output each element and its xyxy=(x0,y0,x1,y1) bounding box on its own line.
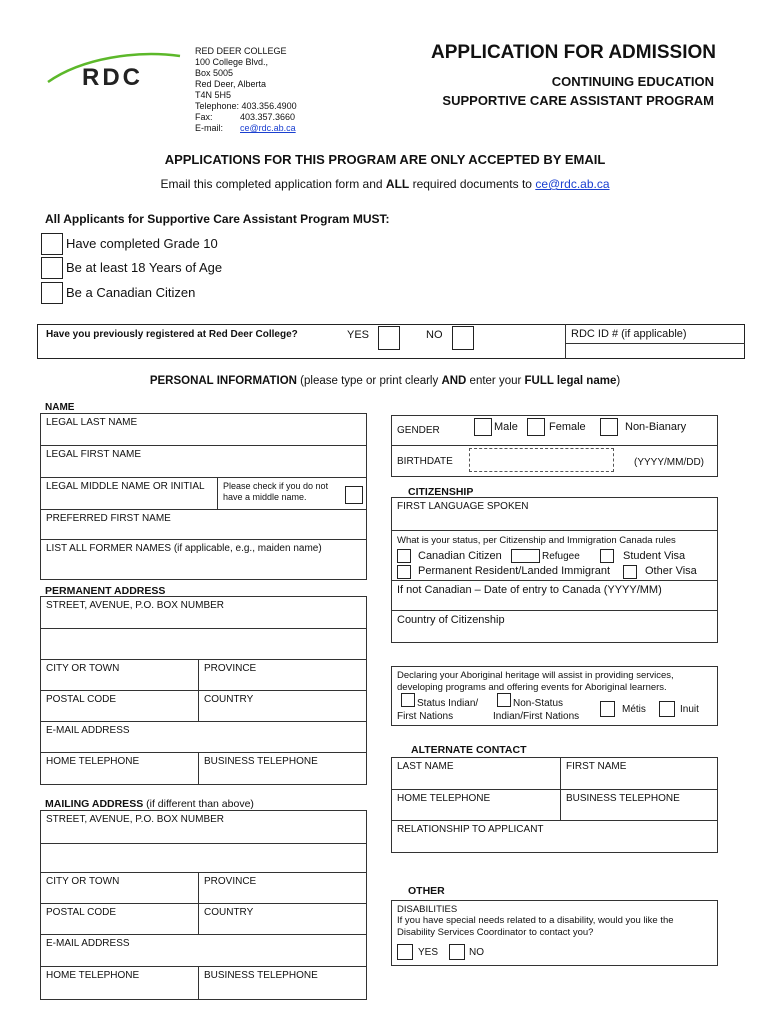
perm-postal-label: POSTAL CODE xyxy=(46,694,117,705)
status-refugee-checkbox[interactable] xyxy=(511,549,540,563)
entry-date-field[interactable] xyxy=(391,580,718,611)
mail-street-label: STREET, AVENUE, P.O. BOX NUMBER xyxy=(46,814,225,825)
gender-nonbinary-checkbox[interactable] xyxy=(600,418,618,436)
address-line-3: Red Deer, Alberta xyxy=(195,79,267,89)
country-of-citizenship-field[interactable] xyxy=(391,610,718,643)
mail-email-label: E-MAIL ADDRESS xyxy=(46,938,130,949)
perm-province-label: PROVINCE xyxy=(204,663,257,674)
personal-info-title: PERSONAL INFORMATION xyxy=(149,375,297,387)
alt-first-name-field[interactable] xyxy=(560,757,718,790)
legal-first-name-label: LEGAL FIRST NAME xyxy=(46,449,142,460)
perm-postal-field[interactable] xyxy=(40,690,199,722)
disabilities-question: If you have special needs related to a disability, would you like the Disability Services Coordinator to contact you? xyxy=(397,915,674,938)
former-names-label: LIST ALL FORMER NAMES (if applicable, e.g., maiden name) xyxy=(46,543,322,554)
mail-province-field[interactable] xyxy=(198,872,367,904)
personal-info-and: AND xyxy=(441,375,467,387)
mailing-address-title: MAILING ADDRESS xyxy=(45,798,144,810)
requirement-grade10-label: Have completed Grade 10 xyxy=(66,236,218,251)
legal-first-name-field[interactable] xyxy=(40,445,367,478)
preferred-first-name-field[interactable] xyxy=(40,509,367,540)
perm-city-field[interactable] xyxy=(40,659,199,691)
alt-relationship-label: RELATIONSHIP TO APPLICANT xyxy=(397,824,544,835)
mail-province-label: PROVINCE xyxy=(204,876,257,887)
prev-reg-yes-label: YES xyxy=(347,329,370,341)
country-of-citizenship-label: Country of Citizenship xyxy=(397,614,505,626)
aboriginal-metis-label: Métis xyxy=(622,704,646,715)
gender-label: GENDER xyxy=(397,425,440,436)
perm-street-field[interactable] xyxy=(40,596,367,629)
disabilities-label: DISABILITIES xyxy=(397,904,458,915)
perm-country-field[interactable] xyxy=(198,690,367,722)
former-names-field[interactable] xyxy=(40,539,367,580)
prev-reg-no-checkbox[interactable] xyxy=(452,326,474,350)
address-line-2: Box 5005 xyxy=(195,68,234,78)
perm-street-label: STREET, AVENUE, P.O. BOX NUMBER xyxy=(46,600,225,611)
alternate-contact-heading: ALTERNATE CONTACT xyxy=(411,744,527,756)
aboriginal-text: Declaring your Aboriginal heritage will assist in providing services, developing programs and offering events for Aboriginal learners. xyxy=(397,670,674,693)
fax-label: Fax: xyxy=(195,112,213,122)
disabilities-yes-label: YES xyxy=(418,947,439,958)
prev-reg-id-divider xyxy=(565,343,745,344)
status-canadian-checkbox[interactable] xyxy=(397,549,411,563)
notice-text-2: required documents to xyxy=(409,177,536,191)
first-language-field[interactable] xyxy=(391,497,718,531)
perm-province-field[interactable] xyxy=(198,659,367,691)
aboriginal-nonstatus-checkbox[interactable] xyxy=(497,693,511,707)
no-middle-name-checkbox[interactable] xyxy=(345,486,363,504)
requirements-heading: All Applicants for Supportive Care Assistant Program MUST: xyxy=(45,212,390,226)
alt-home-tel-field[interactable] xyxy=(391,789,561,821)
notice-all: ALL xyxy=(385,177,410,191)
legal-middle-name-field[interactable] xyxy=(40,477,218,510)
birthdate-label: BIRTHDATE xyxy=(397,456,453,467)
entry-date-label: If not Canadian – Date of entry to Canada (YYYY/MM) xyxy=(397,584,662,596)
aboriginal-inuit-label: Inuit xyxy=(680,704,699,715)
disabilities-no-label: NO xyxy=(469,947,484,958)
aboriginal-nonstatus-label-1: Non-Status xyxy=(513,698,564,709)
personal-info-heading xyxy=(0,375,770,387)
alt-first-name-label: FIRST NAME xyxy=(566,761,627,772)
email-row xyxy=(195,123,355,134)
aboriginal-inuit-checkbox[interactable] xyxy=(659,701,675,717)
preferred-first-name-label: PREFERRED FIRST NAME xyxy=(46,513,171,524)
perm-home-tel-field[interactable] xyxy=(40,752,199,785)
mail-country-label: COUNTRY xyxy=(204,907,254,918)
status-permanent-label: Permanent Resident/Landed Immigrant xyxy=(418,565,610,577)
requirement-citizen-label: Be a Canadian Citizen xyxy=(66,285,196,300)
mail-home-tel-field[interactable] xyxy=(40,966,199,1000)
mail-home-tel-label: HOME TELEPHONE xyxy=(46,970,140,981)
disabilities-yes-checkbox[interactable] xyxy=(397,944,413,960)
aboriginal-nonstatus-label-2: Indian/First Nations xyxy=(493,711,580,722)
status-question: What is your status, per Citizenship and Immigration Canada rules xyxy=(397,535,676,546)
gender-female-label: Female xyxy=(549,421,586,433)
personal-info-text-3: ) xyxy=(616,375,621,387)
mail-city-field[interactable] xyxy=(40,872,199,904)
legal-middle-name-label: LEGAL MIDDLE NAME OR INITIAL xyxy=(46,481,205,492)
mailing-address-note: (if different than above) xyxy=(143,798,254,810)
alt-bus-tel-label: BUSINESS TELEPHONE xyxy=(566,793,680,804)
requirement-age-checkbox[interactable] xyxy=(41,257,63,279)
rdc-id-label: RDC ID # (if applicable) xyxy=(571,328,687,340)
page-title: APPLICATION FOR ADMISSION xyxy=(431,42,716,63)
mail-postal-field[interactable] xyxy=(40,903,199,935)
first-language-label: FIRST LANGUAGE SPOKEN xyxy=(397,501,529,512)
mail-email-field[interactable] xyxy=(40,934,367,967)
prev-reg-divider xyxy=(565,324,566,359)
name-section-heading: NAME xyxy=(45,402,75,413)
birthdate-format: (YYYY/MM/DD) xyxy=(634,457,704,468)
personal-info-full: FULL legal name xyxy=(524,375,617,387)
mail-city-label: CITY OR TOWN xyxy=(46,876,120,887)
aboriginal-status-label-2: First Nations xyxy=(397,711,454,722)
personal-info-text-2: enter your xyxy=(466,375,525,387)
mail-postal-label: POSTAL CODE xyxy=(46,907,117,918)
mail-bus-tel-field[interactable] xyxy=(198,966,367,1000)
status-other-visa-label: Other Visa xyxy=(645,565,697,577)
alt-relationship-field[interactable] xyxy=(391,820,718,853)
logo xyxy=(42,46,182,96)
telephone: Telephone: 403.356.4900 xyxy=(195,101,297,111)
address-line-1: 100 College Blvd., xyxy=(195,57,269,67)
perm-city-label: CITY OR TOWN xyxy=(46,663,120,674)
notice-line xyxy=(0,177,770,191)
fax-row xyxy=(195,112,355,123)
mail-country-field[interactable] xyxy=(198,903,367,935)
birthdate-input[interactable] xyxy=(469,448,614,472)
status-student-label: Student Visa xyxy=(623,550,686,562)
perm-bus-tel-label: BUSINESS TELEPHONE xyxy=(204,756,318,767)
status-canadian-label: Canadian Citizen xyxy=(418,550,502,562)
email-label: E-mail: xyxy=(195,123,224,133)
perm-country-label: COUNTRY xyxy=(204,694,254,705)
email-link[interactable]: ce@rdc.ab.ca xyxy=(240,123,296,133)
subtitle-program: SUPPORTIVE CARE ASSISTANT PROGRAM xyxy=(442,93,714,108)
mail-bus-tel-label: BUSINESS TELEPHONE xyxy=(204,970,318,981)
gender-female-checkbox[interactable] xyxy=(527,418,545,436)
citizenship-heading: CITIZENSHIP xyxy=(408,486,474,498)
status-refugee-label: Refugee xyxy=(542,551,580,562)
status-other-visa-checkbox[interactable] xyxy=(623,565,637,579)
no-middle-name-label: Please check if you do not have a middle name. xyxy=(223,481,329,502)
alt-last-name-label: LAST NAME xyxy=(397,761,454,772)
requirement-citizen-checkbox[interactable] xyxy=(41,282,63,304)
legal-last-name-label: LEGAL LAST NAME xyxy=(46,417,138,428)
aboriginal-metis-checkbox[interactable] xyxy=(600,701,615,717)
other-heading: OTHER xyxy=(408,885,445,897)
mailing-address-heading xyxy=(45,798,254,810)
address-line-4: T4N 5H5 xyxy=(195,90,232,100)
gender-male-label: Male xyxy=(494,421,518,433)
logo-text: RDC xyxy=(82,64,143,91)
prev-reg-question: Have you previously registered at Red Deer College? xyxy=(46,329,298,340)
status-permanent-checkbox[interactable] xyxy=(397,565,411,579)
fax-number: 403.357.3660 xyxy=(240,112,296,122)
disabilities-box xyxy=(391,900,718,966)
requirement-grade10-checkbox[interactable] xyxy=(41,233,63,255)
college-name: RED DEER COLLEGE xyxy=(195,46,287,56)
mail-street-field-2[interactable] xyxy=(40,843,367,873)
gender-male-checkbox[interactable] xyxy=(474,418,492,436)
notice-email-link[interactable]: ce@rdc.ab.ca xyxy=(535,177,610,191)
perm-bus-tel-field[interactable] xyxy=(198,752,367,785)
alt-last-name-field[interactable] xyxy=(391,757,561,790)
disabilities-no-checkbox[interactable] xyxy=(449,944,465,960)
perm-email-label: E-MAIL ADDRESS xyxy=(46,725,130,736)
alt-home-tel-label: HOME TELEPHONE xyxy=(397,793,491,804)
requirement-age-label: Be at least 18 Years of Age xyxy=(66,260,223,275)
perm-email-field[interactable] xyxy=(40,721,367,753)
mail-street-field[interactable] xyxy=(40,810,367,844)
college-address xyxy=(195,46,355,134)
legal-last-name-field[interactable] xyxy=(40,413,367,446)
aboriginal-status-label-1: Status Indian/ xyxy=(417,698,479,709)
prev-reg-yes-checkbox[interactable] xyxy=(378,326,400,350)
permanent-address-heading: PERMANENT ADDRESS xyxy=(45,585,166,597)
prev-reg-no-label: NO xyxy=(426,329,443,341)
gender-nonbinary-label: Non-Bianary xyxy=(625,421,687,433)
alt-bus-tel-field[interactable] xyxy=(560,789,718,821)
personal-info-text-1: (please type or print clearly xyxy=(296,375,442,387)
subtitle-continuing-education: CONTINUING EDUCATION xyxy=(551,74,714,89)
notice-heading: APPLICATIONS FOR THIS PROGRAM ARE ONLY ACCEPTED BY EMAIL xyxy=(164,152,606,167)
perm-street-field-2[interactable] xyxy=(40,628,367,660)
notice-text-1: Email this completed application form and xyxy=(160,177,386,191)
aboriginal-status-checkbox[interactable] xyxy=(401,693,415,707)
perm-home-tel-label: HOME TELEPHONE xyxy=(46,756,140,767)
status-student-checkbox[interactable] xyxy=(600,549,614,563)
